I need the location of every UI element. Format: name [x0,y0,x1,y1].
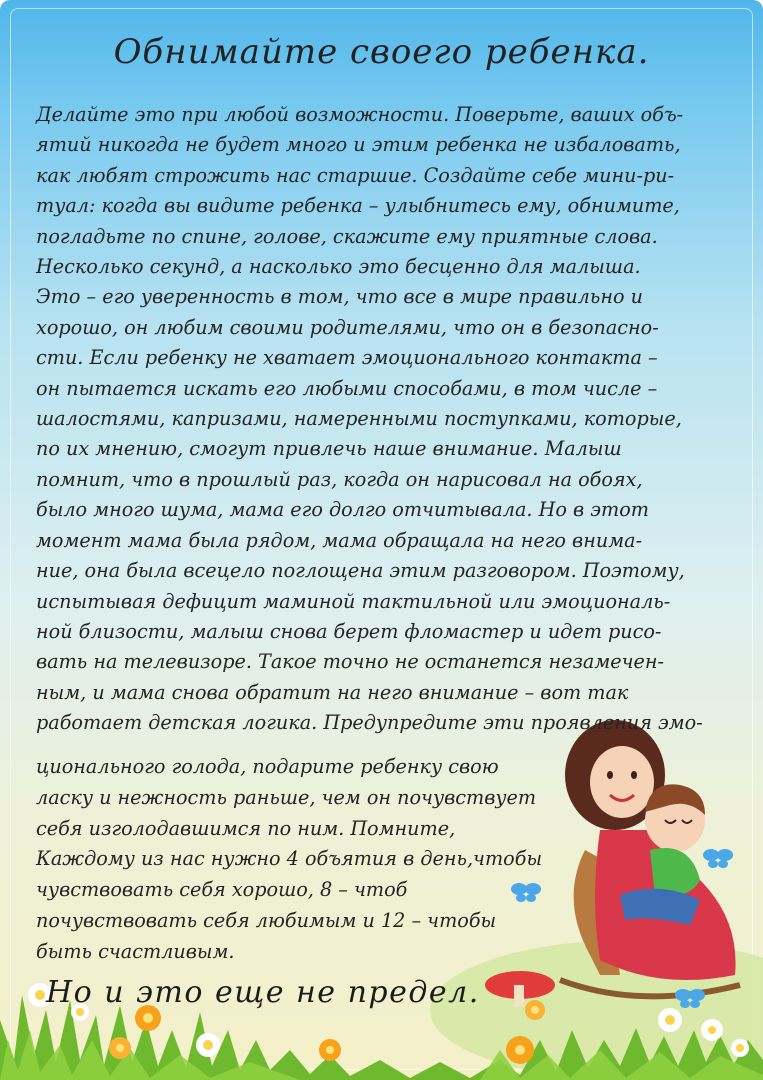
paragraph-line: было много шума, мама его долго отчитывала. Но в этот [36,498,649,522]
tail-line: Каждому из нас нужно 4 объятия в день,чтобы [36,847,543,871]
closing-line: Но и это еще не предел. [46,975,480,1010]
paragraph-line: момент мама была рядом, мама обращала на него внима- [36,528,643,552]
paragraph-line: он пытается искать его любыми способами, в том числе – [36,376,658,400]
paragraph-line: вать на телевизоре. Такое точно не останется незамечен- [36,650,665,674]
paragraph-line: ной близости, малыш снова берет фломастер и идет рисо- [36,619,662,643]
tail-line: быть счастливым. [36,939,235,963]
paragraph-line: ным, и мама снова обратит на него внимание – вот так [36,680,629,704]
paragraph-line: помнит, что в прошлый раз, когда он нарисовал на обоях, [36,467,643,491]
tail-line: чувствовать себя хорошо, 8 – чтоб [36,878,408,902]
paragraph-line: по их мнению, смогут привлечь наше внимание. Малыш [36,437,622,461]
paragraph-continuation [36,752,576,968]
paragraph-line: Делайте это при любой возможности. Поверьте, ваших объ- [36,103,684,126]
paragraph-line: испытывая дефицит маминой тактильной или эмоциональ- [36,589,671,613]
paragraph-line: Несколько секунд, а насколько это бесценно для малыша. [36,255,641,279]
paragraph-line: хорошо, он любим своими родителями, что он в безопасно- [36,315,659,339]
tail-line: ласку и нежность раньше, чем он почувствует [36,785,537,809]
paragraph-line: сти. Если ребенку не хватает эмоционального контакта – [36,346,658,370]
tail-line: почувствовать себя любимым и 12 – чтобы [36,908,497,932]
paragraph-line: погладьте по спине, голове, скажите ему приятные слова. [36,224,658,248]
tail-line: ционального голода, подарите ребенку свою [36,755,499,778]
paragraph-line: шалостями, капризами, намеренными поступками, которые, [36,407,682,431]
page-title: Обнимайте своего ребенка. [113,32,650,72]
paragraph-line: Это – его уверенность в том, что все в мире правильно и [36,285,643,309]
paragraph-line: работает детская логика. Предупредите эти проявления эмо- [36,711,703,735]
paragraph-line: ятий никогда не будет много и этим ребенка не избаловать, [36,133,681,157]
paragraph-line: ние, она была всецело поглощена этим разговором. Поэтому, [36,559,685,583]
tail-line: себя изголодавшимся по ним. Помните, [36,816,456,840]
main-paragraph [36,100,716,739]
paragraph-line: туал: когда вы видите ребенка – улыбнитесь ему, обнимите, [36,194,680,218]
paragraph-line: как любят строжить нас старшие. Создайте себе мини-ри- [36,163,675,187]
